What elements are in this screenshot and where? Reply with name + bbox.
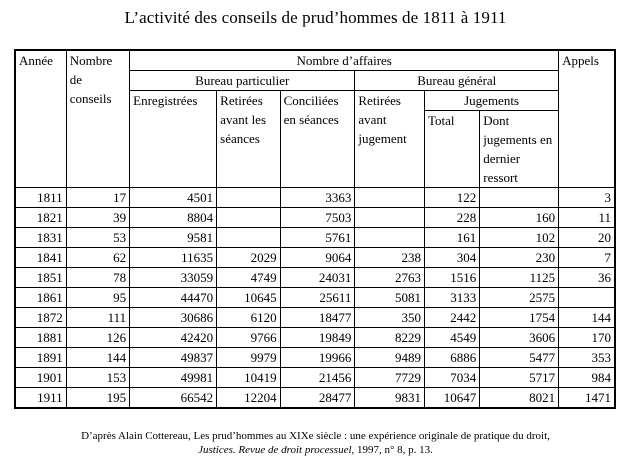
cell-retirees-seances: 12204	[217, 388, 280, 409]
cell-annee: 1811	[15, 188, 66, 208]
cell-total: 122	[424, 188, 479, 208]
table-row	[15, 248, 615, 268]
cell-appels: 7	[559, 248, 615, 268]
table-row	[15, 388, 615, 409]
cell-retirees-seances: 10645	[217, 288, 280, 308]
cell-appels: 11	[559, 208, 615, 228]
cell-dernier-ressort: 102	[480, 228, 559, 248]
prudhommes-activity-table	[14, 49, 616, 409]
cell-conseils: 195	[66, 388, 129, 409]
table-row	[15, 228, 615, 248]
cell-dernier-ressort: 230	[480, 248, 559, 268]
cell-retirees-seances	[217, 228, 280, 248]
cell-retirees-jugement: 9489	[355, 348, 425, 368]
cell-conciliees: 18477	[280, 308, 355, 328]
cell-conseils: 62	[66, 248, 129, 268]
cell-retirees-jugement	[355, 228, 425, 248]
cell-annee: 1891	[15, 348, 66, 368]
cell-conseils: 95	[66, 288, 129, 308]
cell-enregistrees: 4501	[130, 188, 217, 208]
cell-retirees-jugement: 7729	[355, 368, 425, 388]
cell-total: 2442	[424, 308, 479, 328]
cell-retirees-jugement: 5081	[355, 288, 425, 308]
cell-enregistrees: 49837	[130, 348, 217, 368]
header-annee: Année	[15, 50, 66, 188]
cell-appels: 20	[559, 228, 615, 248]
cell-dernier-ressort: 8021	[480, 388, 559, 409]
cell-enregistrees: 9581	[130, 228, 217, 248]
cell-enregistrees: 30686	[130, 308, 217, 328]
cell-dernier-ressort: 5477	[480, 348, 559, 368]
cell-enregistrees: 42420	[130, 328, 217, 348]
table-row	[15, 368, 615, 388]
header-nombre-conseils: Nombre de conseils	[66, 50, 129, 188]
cell-conseils: 111	[66, 308, 129, 328]
cell-total: 7034	[424, 368, 479, 388]
source-journal: Justices. Revue de droit processuel	[198, 444, 352, 456]
header-bureau-general: Bureau général	[355, 71, 559, 91]
cell-total: 4549	[424, 328, 479, 348]
cell-dernier-ressort: 1754	[480, 308, 559, 328]
header-nombre-affaires: Nombre d’affaires	[130, 50, 559, 71]
cell-conciliees: 5761	[280, 228, 355, 248]
cell-enregistrees: 11635	[130, 248, 217, 268]
header-bureau-particulier: Bureau particulier	[130, 71, 355, 91]
source-citation	[0, 429, 631, 457]
cell-annee: 1911	[15, 388, 66, 409]
page-title: L’activité des conseils de prud’hommes de 1811 à 1911	[124, 8, 507, 27]
header-appels: Appels	[559, 50, 615, 188]
header-total: Total	[424, 111, 479, 188]
header-dernier-ressort: Dont jugements en dernier ressort	[480, 111, 559, 188]
cell-conseils: 153	[66, 368, 129, 388]
table-row	[15, 188, 615, 208]
cell-annee: 1901	[15, 368, 66, 388]
cell-annee: 1821	[15, 208, 66, 228]
cell-enregistrees: 49981	[130, 368, 217, 388]
cell-conseils: 78	[66, 268, 129, 288]
cell-conciliees: 7503	[280, 208, 355, 228]
cell-conseils: 126	[66, 328, 129, 348]
source-details: , 1997, n° 8, p. 13.	[351, 444, 433, 456]
cell-appels: 144	[559, 308, 615, 328]
table-row	[15, 328, 615, 348]
cell-dernier-ressort: 1125	[480, 268, 559, 288]
cell-appels	[559, 288, 615, 308]
cell-conseils: 53	[66, 228, 129, 248]
cell-retirees-seances: 9766	[217, 328, 280, 348]
table-row	[15, 268, 615, 288]
cell-retirees-jugement: 2763	[355, 268, 425, 288]
cell-annee: 1841	[15, 248, 66, 268]
cell-total: 10647	[424, 388, 479, 409]
cell-conciliees: 19849	[280, 328, 355, 348]
cell-appels: 1471	[559, 388, 615, 409]
cell-retirees-jugement: 8229	[355, 328, 425, 348]
cell-dernier-ressort: 2575	[480, 288, 559, 308]
cell-conciliees: 24031	[280, 268, 355, 288]
source-line-1: D’après Alain Cottereau, Les prud’hommes au XIXe siècle : une expérience originale de pratique du droit,	[81, 430, 550, 442]
cell-retirees-seances: 10419	[217, 368, 280, 388]
cell-retirees-jugement: 238	[355, 248, 425, 268]
cell-conciliees: 9064	[280, 248, 355, 268]
cell-conciliees: 25611	[280, 288, 355, 308]
cell-retirees-seances: 6120	[217, 308, 280, 328]
cell-conseils: 144	[66, 348, 129, 368]
header-enregistrees: Enregistrées	[130, 91, 217, 188]
cell-retirees-seances: 9979	[217, 348, 280, 368]
cell-annee: 1861	[15, 288, 66, 308]
cell-annee: 1881	[15, 328, 66, 348]
cell-retirees-jugement	[355, 188, 425, 208]
cell-appels: 353	[559, 348, 615, 368]
cell-dernier-ressort: 5717	[480, 368, 559, 388]
cell-total: 6886	[424, 348, 479, 368]
cell-conciliees: 28477	[280, 388, 355, 409]
cell-appels: 36	[559, 268, 615, 288]
cell-enregistrees: 44470	[130, 288, 217, 308]
cell-annee: 1851	[15, 268, 66, 288]
cell-enregistrees: 66542	[130, 388, 217, 409]
cell-enregistrees: 8804	[130, 208, 217, 228]
cell-total: 228	[424, 208, 479, 228]
cell-total: 304	[424, 248, 479, 268]
cell-appels: 170	[559, 328, 615, 348]
table-row	[15, 348, 615, 368]
header-jugements: Jugements	[424, 91, 558, 111]
cell-conseils: 17	[66, 188, 129, 208]
cell-retirees-seances	[217, 188, 280, 208]
cell-dernier-ressort: 160	[480, 208, 559, 228]
cell-retirees-seances: 4749	[217, 268, 280, 288]
table-row	[15, 208, 615, 228]
cell-retirees-jugement	[355, 208, 425, 228]
cell-appels: 3	[559, 188, 615, 208]
cell-annee: 1831	[15, 228, 66, 248]
header-conciliees: Conciliées en séances	[280, 91, 355, 188]
cell-total: 161	[424, 228, 479, 248]
cell-retirees-jugement: 9831	[355, 388, 425, 409]
cell-dernier-ressort: 3606	[480, 328, 559, 348]
cell-retirees-seances: 2029	[217, 248, 280, 268]
cell-conciliees: 3363	[280, 188, 355, 208]
cell-conseils: 39	[66, 208, 129, 228]
cell-conciliees: 19966	[280, 348, 355, 368]
header-retirees-avant-seances: Retirées avant les séances	[217, 91, 280, 188]
cell-annee: 1872	[15, 308, 66, 328]
cell-total: 1516	[424, 268, 479, 288]
cell-dernier-ressort	[480, 188, 559, 208]
table-row	[15, 288, 615, 308]
cell-retirees-seances	[217, 208, 280, 228]
cell-total: 3133	[424, 288, 479, 308]
cell-enregistrees: 33059	[130, 268, 217, 288]
cell-appels: 984	[559, 368, 615, 388]
table-row	[15, 308, 615, 328]
cell-retirees-jugement: 350	[355, 308, 425, 328]
header-retirees-avant-jugement: Retirées avant jugement	[355, 91, 425, 188]
source-line-2	[0, 443, 631, 457]
cell-conciliees: 21456	[280, 368, 355, 388]
